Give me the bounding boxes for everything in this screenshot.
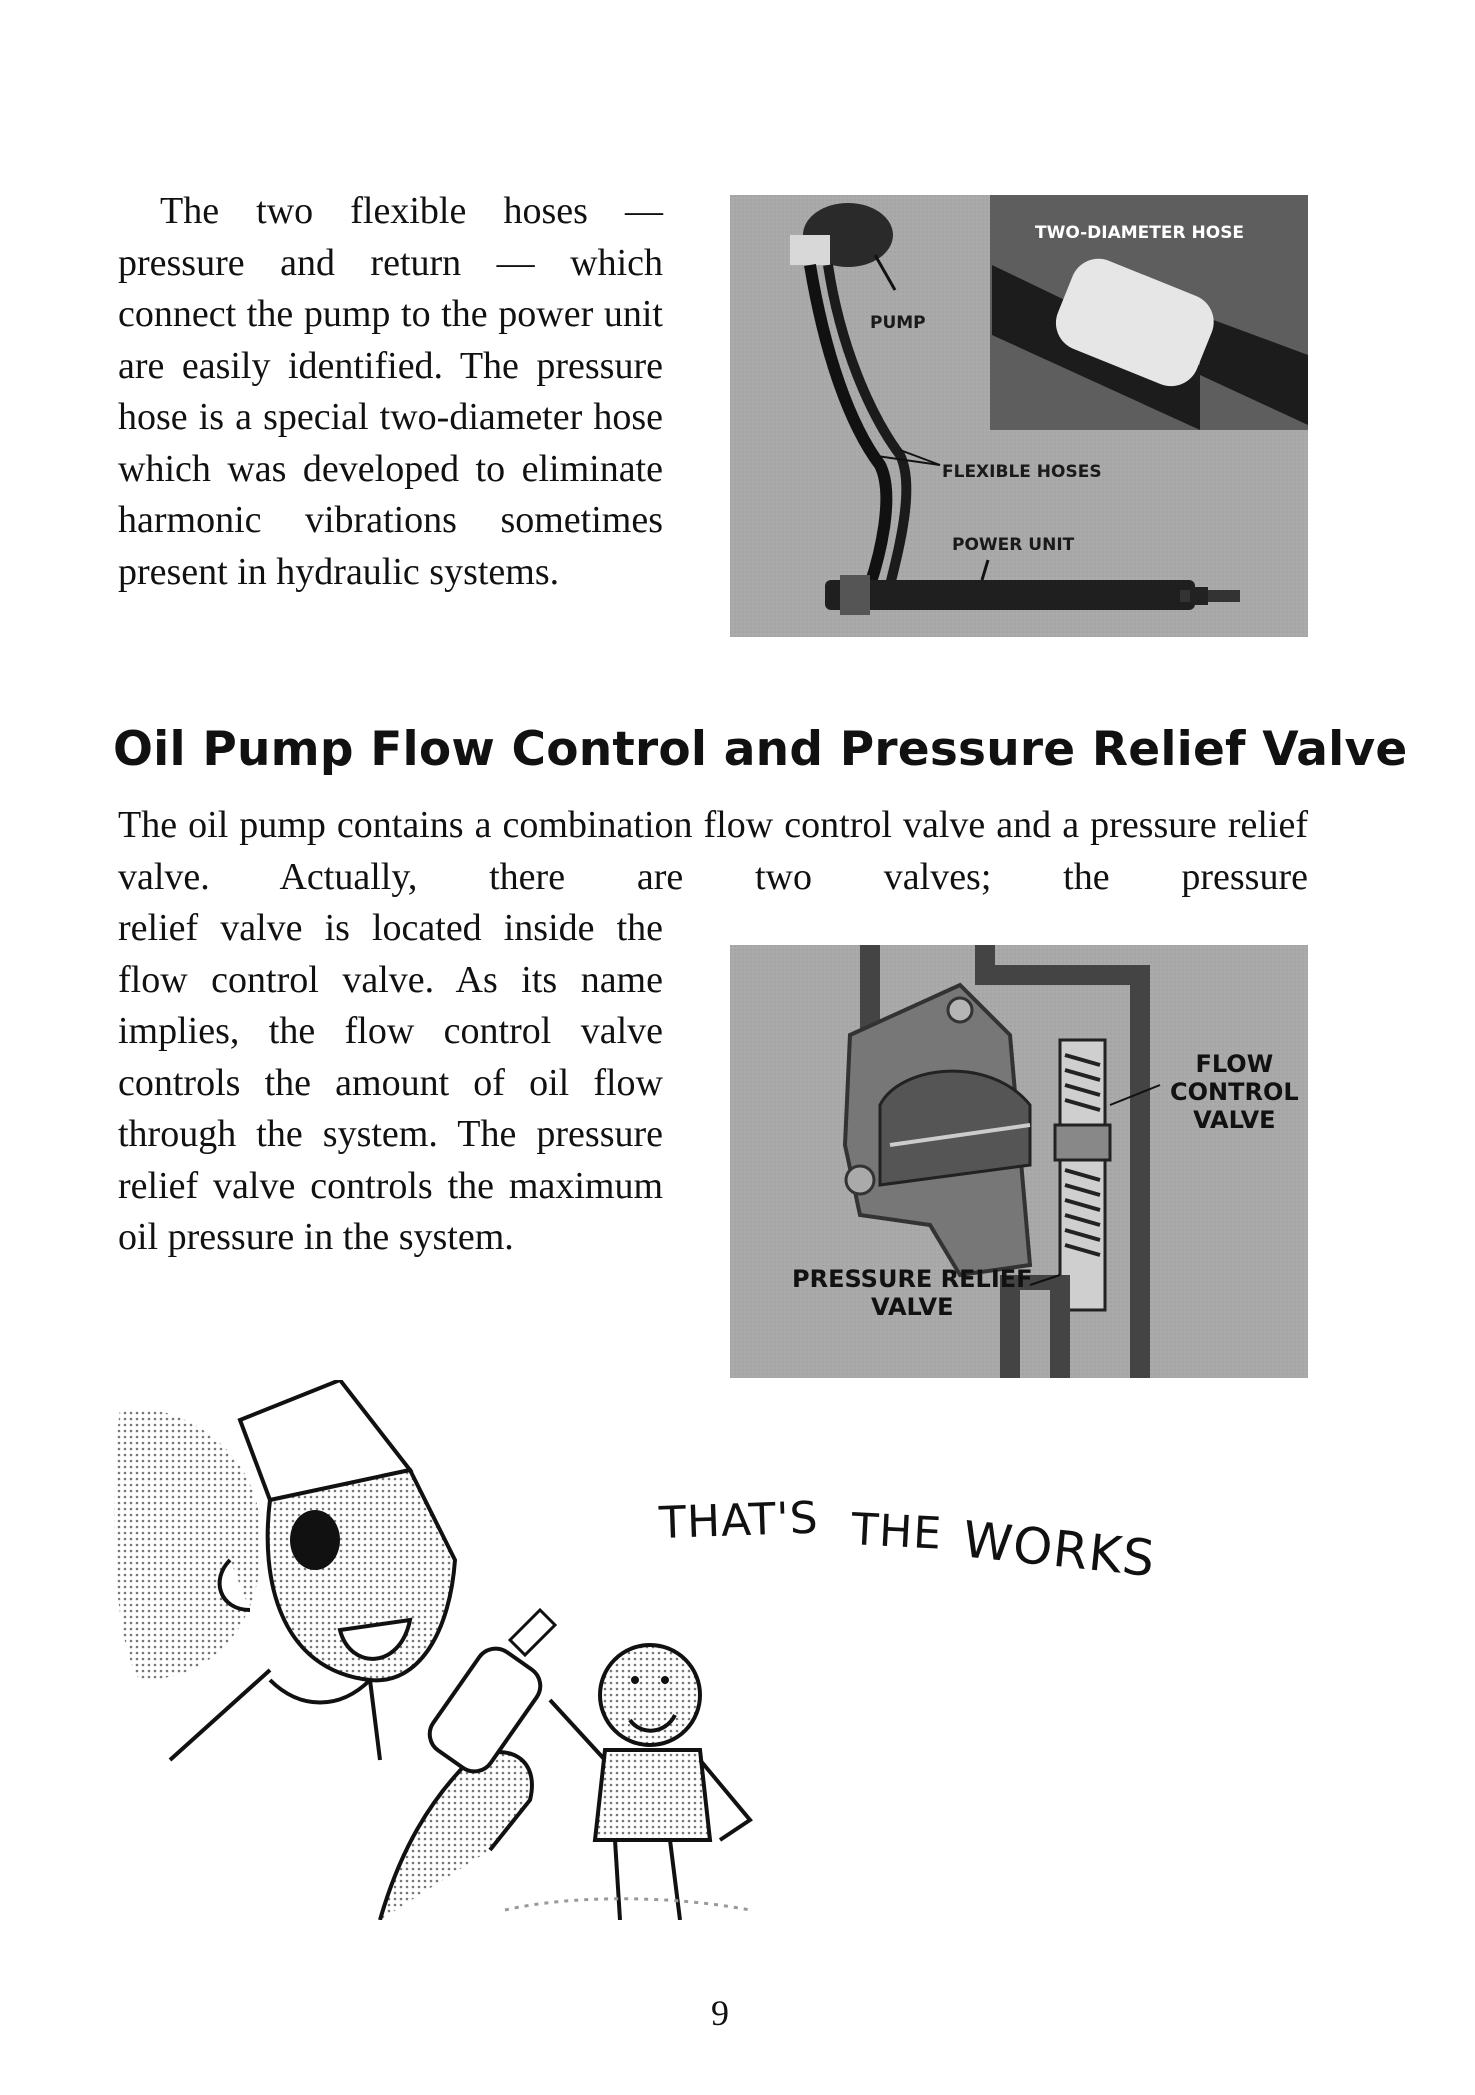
cartoon-illustration — [110, 1380, 1110, 1920]
flow-control-label-line3: VALVE — [1193, 1106, 1276, 1134]
pressure-relief-valve-label — [792, 1265, 1033, 1321]
pump-label: PUMP — [870, 313, 926, 333]
intro-paragraph: The two flexible hoses — pressure and return — which connect the pump to the power unit are easily identified. The pressure hose is a special two-diameter hose which was developed to eliminate harmonic vibrations sometimes present in hydraulic systems. — [118, 190, 663, 593]
flexible-hoses-label: FLEXIBLE HOSES — [942, 462, 1102, 482]
speech-word-2: THE — [850, 1504, 944, 1560]
section-paragraph-top: The oil pump contains a combination flow control valve and a pressure relief valve. Actually, there are two valves; the pressure — [118, 804, 1308, 898]
section-heading: Oil Pump Flow Control and Pressure Relief Valve — [113, 722, 1408, 777]
flow-control-label-line2: CONTROL — [1170, 1078, 1299, 1106]
page-number: 9 — [711, 1993, 729, 2033]
pressure-relief-label-line2: VALVE — [871, 1293, 954, 1321]
valve-diagram — [730, 945, 1308, 1378]
hoses-photo — [730, 195, 1308, 637]
speech-word-3: WORKS — [960, 1510, 1159, 1589]
flow-control-label-line1: FLOW — [1195, 1050, 1274, 1078]
two-diameter-hose-label: TWO-DIAMETER HOSE — [1035, 223, 1245, 243]
speech-text — [660, 1488, 1180, 1598]
flow-control-valve-label — [1170, 1050, 1299, 1134]
pressure-relief-label-line1: PRESSURE RELIEF — [792, 1265, 1033, 1293]
section-paragraph-side: relief valve is located inside the flow control valve. As its name implies, the flow control valve controls the amount of oil flow through the system. The pressure relief valve controls the maximum oil pressure in the system. — [118, 907, 663, 1258]
hoses-photo-art — [730, 195, 1308, 637]
power-unit-label: POWER UNIT — [952, 535, 1075, 555]
speech-word-1: THAT'S — [658, 1492, 820, 1549]
